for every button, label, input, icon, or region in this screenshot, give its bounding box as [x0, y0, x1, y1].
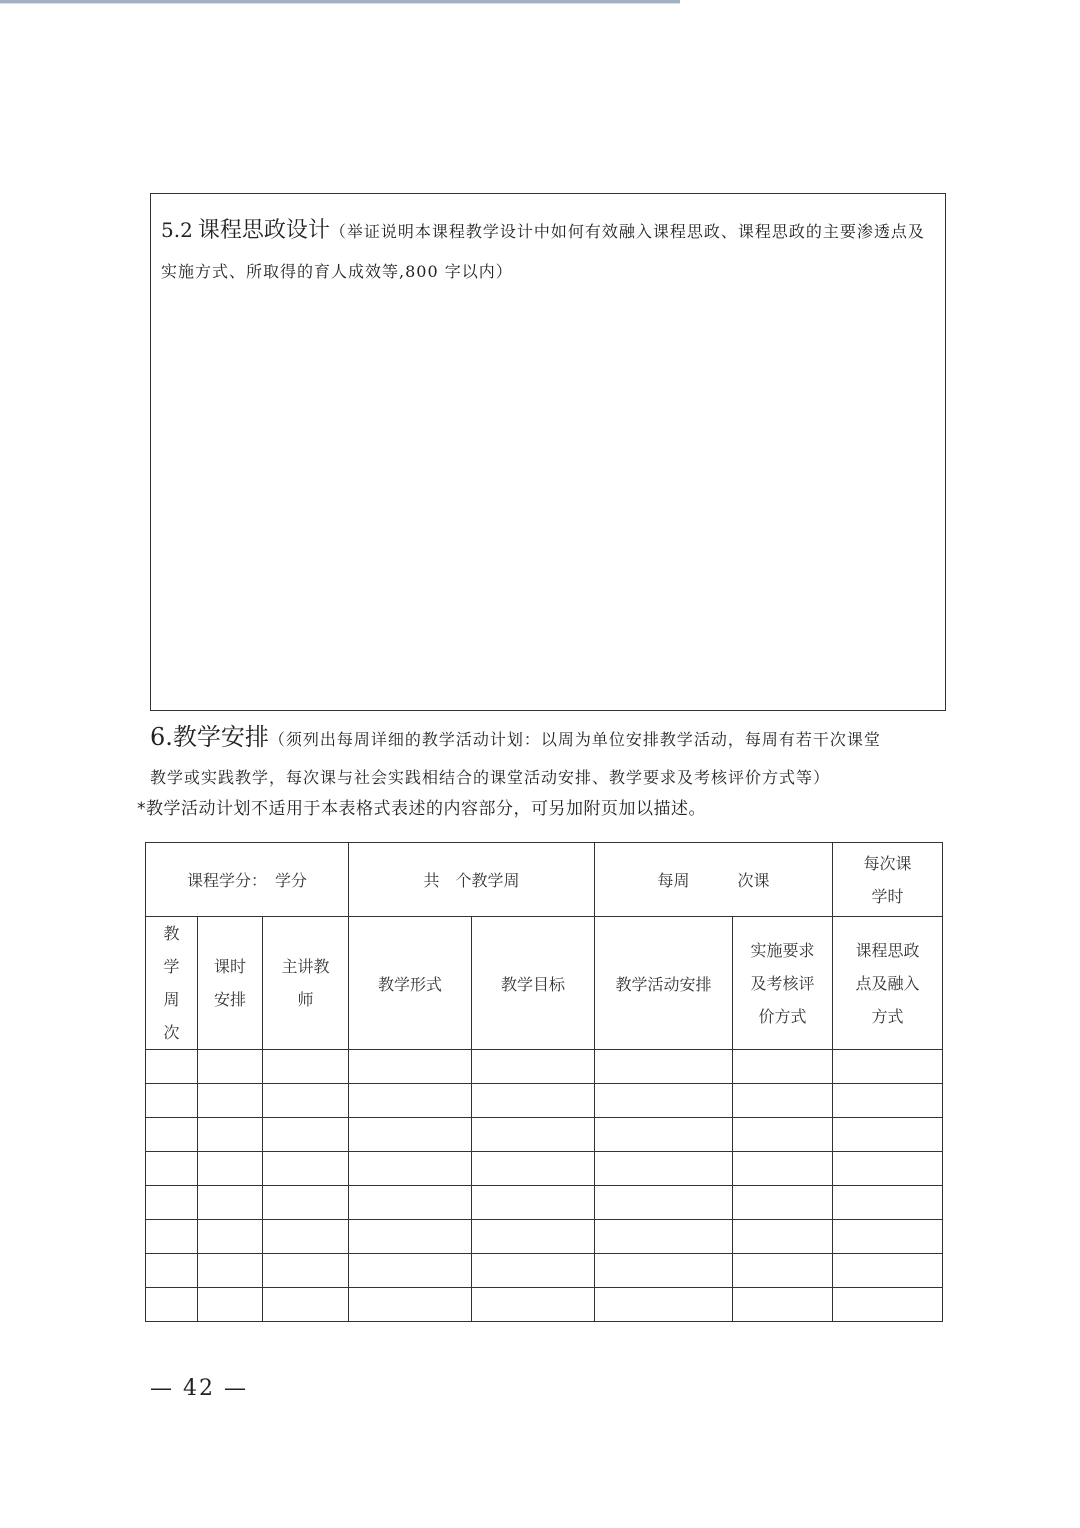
col-lecturer — [263, 917, 349, 1050]
page-number: — 42 — — [150, 1376, 248, 1401]
table-cell[interactable] — [833, 1254, 943, 1288]
table-cell[interactable] — [733, 1254, 833, 1288]
table-row — [146, 1084, 943, 1118]
col-ideology-line3: 方式 — [871, 1006, 904, 1026]
section-5-2-note: （举证说明本课程教学设计中如何有效融入课程思政、课程思政的主要渗透点及实施方式、所取得的育人成效等,800 字以内） — [161, 222, 925, 281]
col-class-hours — [198, 917, 263, 1050]
table-row — [146, 1288, 943, 1322]
weeks-label: 共 个教学周 — [423, 871, 520, 890]
col-teaching-form-label: 教学形式 — [378, 974, 443, 994]
table-cell[interactable] — [733, 1220, 833, 1254]
table-cell[interactable] — [472, 1152, 595, 1186]
col-lecturer-line1: 主讲教 — [281, 957, 330, 976]
section-5-2-number: 5.2 — [161, 218, 193, 242]
section-6-note-line1: （须列出每周详细的教学活动计划：以周为单位安排教学活动，每周有若干次课堂 — [268, 730, 881, 749]
table-cell[interactable] — [833, 1118, 943, 1152]
table-cell[interactable] — [263, 1254, 349, 1288]
teaching-plan-table — [145, 842, 943, 1322]
table-cell[interactable] — [349, 1288, 472, 1322]
table-cell[interactable] — [595, 1152, 733, 1186]
table-cell[interactable] — [198, 1186, 263, 1220]
table-cell[interactable] — [146, 1152, 198, 1186]
hours-per-class-line2: 学时 — [871, 886, 904, 906]
table-cell[interactable] — [595, 1084, 733, 1118]
table-cell[interactable] — [733, 1186, 833, 1220]
table-cell[interactable] — [472, 1186, 595, 1220]
table-cell[interactable] — [733, 1084, 833, 1118]
table-row — [146, 1050, 943, 1084]
table-row — [146, 1186, 943, 1220]
table-cell[interactable] — [263, 1050, 349, 1084]
header-row — [146, 917, 943, 1050]
col-teaching-week-line4: 次 — [163, 1023, 180, 1042]
section-6-title: 教学安排 — [172, 723, 269, 751]
table-row — [146, 1220, 943, 1254]
col-class-hours-line2: 安排 — [213, 990, 246, 1009]
table-cell[interactable] — [146, 1186, 198, 1220]
table-cell[interactable] — [146, 1288, 198, 1322]
table-row — [146, 1152, 943, 1186]
table-cell[interactable] — [472, 1288, 595, 1322]
col-activity-plan-label: 教学活动安排 — [615, 974, 712, 994]
col-teaching-week-line2: 学 — [163, 957, 180, 976]
table-cell[interactable] — [733, 1118, 833, 1152]
table-cell[interactable] — [263, 1152, 349, 1186]
table-cell[interactable] — [198, 1152, 263, 1186]
table-cell[interactable] — [198, 1254, 263, 1288]
table-cell[interactable] — [833, 1288, 943, 1322]
table-cell[interactable] — [263, 1084, 349, 1118]
table-cell[interactable] — [595, 1288, 733, 1322]
per-week-cell — [595, 843, 833, 917]
section-5-2-box — [150, 193, 946, 711]
section-6-note-line2: 教学或实践教学，每次课与社会实践相结合的课堂活动安排、教学要求及考核评价方式等） — [150, 768, 831, 787]
table-cell[interactable] — [595, 1186, 733, 1220]
table-cell[interactable] — [472, 1254, 595, 1288]
table-cell[interactable] — [595, 1118, 733, 1152]
table-cell[interactable] — [595, 1050, 733, 1084]
table-cell[interactable] — [146, 1254, 198, 1288]
col-teaching-week — [146, 917, 198, 1050]
table-cell[interactable] — [198, 1220, 263, 1254]
col-class-hours-line1: 课时 — [213, 957, 246, 976]
col-teaching-goal-label: 教学目标 — [501, 974, 566, 994]
table-cell[interactable] — [472, 1050, 595, 1084]
summary-row — [146, 843, 943, 917]
table-cell[interactable] — [349, 1050, 472, 1084]
table-cell[interactable] — [349, 1152, 472, 1186]
star-note: *教学活动计划不适用于本表格式表述的内容部分，可另加附页加以描述。 — [137, 799, 706, 819]
credits-label: 课程学分： 学分 — [187, 871, 308, 890]
col-ideology-line1: 课程思政 — [855, 940, 920, 960]
col-requirements — [733, 917, 833, 1050]
col-teaching-form — [349, 917, 472, 1050]
table-cell[interactable] — [833, 1084, 943, 1118]
table-cell[interactable] — [349, 1254, 472, 1288]
table-cell[interactable] — [349, 1220, 472, 1254]
col-ideology-line2: 点及融入 — [855, 973, 920, 993]
table-cell[interactable] — [263, 1186, 349, 1220]
table-cell[interactable] — [146, 1118, 198, 1152]
table-cell[interactable] — [833, 1220, 943, 1254]
table-cell[interactable] — [263, 1288, 349, 1322]
table-cell[interactable] — [833, 1050, 943, 1084]
scan-top-edge-shadow — [0, 3, 680, 4]
table-cell[interactable] — [733, 1050, 833, 1084]
col-lecturer-line2: 师 — [297, 990, 314, 1009]
weeks-cell — [349, 843, 595, 917]
table-cell[interactable] — [472, 1118, 595, 1152]
table-cell[interactable] — [146, 1220, 198, 1254]
col-teaching-week-line3: 周 — [163, 990, 180, 1009]
col-requirements-line3: 价方式 — [758, 1006, 807, 1026]
table-cell[interactable] — [833, 1186, 943, 1220]
col-activity-plan — [595, 917, 733, 1050]
table-cell[interactable] — [833, 1152, 943, 1186]
table-cell[interactable] — [733, 1152, 833, 1186]
table-cell[interactable] — [595, 1254, 733, 1288]
section-5-2-heading — [161, 210, 941, 292]
table-row — [146, 1254, 943, 1288]
per-week-label: 每周 次课 — [657, 871, 770, 890]
table-row — [146, 1118, 943, 1152]
table-cell[interactable] — [349, 1118, 472, 1152]
section-6-heading — [150, 718, 950, 797]
table-cell[interactable] — [198, 1118, 263, 1152]
col-ideology — [833, 917, 943, 1050]
table-cell[interactable] — [198, 1050, 263, 1084]
col-teaching-goal — [472, 917, 595, 1050]
table-cell[interactable] — [198, 1084, 263, 1118]
table-cell[interactable] — [472, 1220, 595, 1254]
hours-per-class-cell — [833, 843, 943, 917]
col-teaching-week-line1: 教 — [163, 924, 180, 943]
hours-per-class-line1: 每次课 — [863, 853, 912, 873]
table-cell[interactable] — [263, 1118, 349, 1152]
table-cell[interactable] — [146, 1050, 198, 1084]
section-6-number: 6. — [150, 723, 173, 751]
table-cell[interactable] — [595, 1220, 733, 1254]
table-cell[interactable] — [349, 1186, 472, 1220]
table-cell[interactable] — [263, 1220, 349, 1254]
col-requirements-line1: 实施要求 — [750, 940, 815, 960]
table-cell[interactable] — [146, 1084, 198, 1118]
table-cell[interactable] — [733, 1288, 833, 1322]
table-cell[interactable] — [349, 1084, 472, 1118]
section-5-2-title: 课程思政设计 — [197, 218, 330, 243]
section-6-line1 — [150, 718, 950, 759]
table-cell[interactable] — [198, 1288, 263, 1322]
credits-cell — [146, 843, 349, 917]
col-requirements-line2: 及考核评 — [750, 973, 815, 993]
table-cell[interactable] — [472, 1084, 595, 1118]
